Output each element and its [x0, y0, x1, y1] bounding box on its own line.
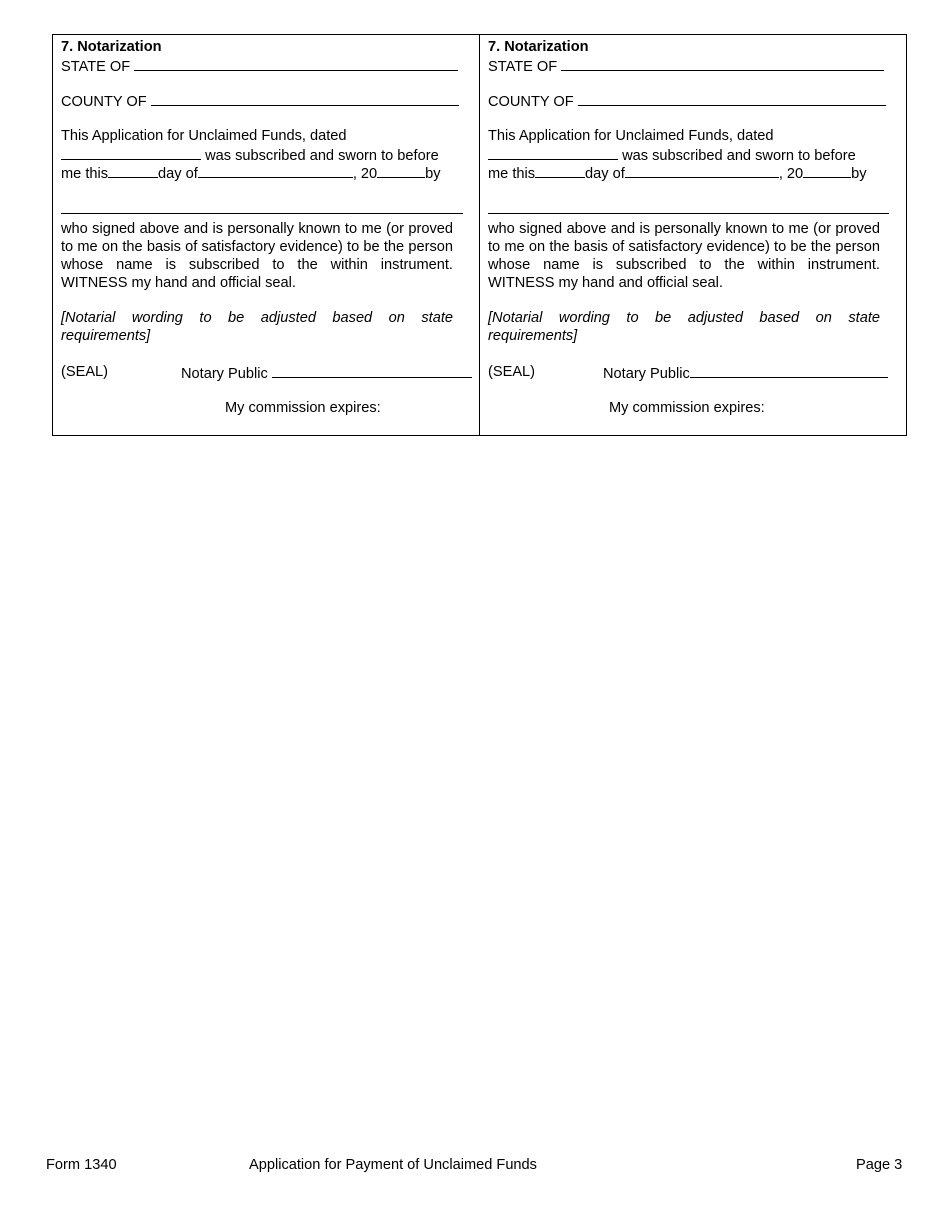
state-field[interactable] — [134, 56, 458, 71]
notary-block-right — [488, 35, 893, 435]
section-title: 7. Notarization — [61, 39, 162, 55]
witness-text: who signed above and is personally known to me (or proved to me on the basis of satisfactory evidence) to be the person whose name is subscribed to the within instrument. WITNESS my hand and official seal. — [488, 221, 880, 291]
sworn-text: was subscribed and sworn to before — [205, 148, 439, 164]
notary-signature-field[interactable] — [272, 363, 472, 378]
column-divider — [479, 35, 480, 435]
county-field[interactable] — [151, 91, 459, 106]
day-of-label: day of — [585, 166, 625, 182]
notary-block-left — [61, 35, 466, 435]
county-field[interactable] — [578, 91, 886, 106]
year-prefix: , 20 — [778, 166, 804, 182]
state-field[interactable] — [561, 56, 884, 71]
seal-label: (SEAL) — [61, 364, 109, 380]
day-field[interactable] — [108, 163, 158, 178]
year-prefix: , 20 — [352, 166, 378, 182]
date-field[interactable] — [488, 145, 618, 160]
signer-name-field[interactable] — [61, 199, 463, 214]
signer-name-field[interactable] — [488, 199, 889, 214]
footer-page-number: Page 3 — [856, 1157, 903, 1173]
county-label: COUNTY OF — [488, 94, 574, 110]
seal-label: (SEAL) — [488, 364, 536, 380]
by-label: by — [851, 166, 867, 182]
me-this-label: me this — [488, 166, 536, 182]
day-field[interactable] — [535, 163, 585, 178]
day-of-label: day of — [158, 166, 198, 182]
me-this-label: me this — [61, 166, 109, 182]
notarization-table — [52, 34, 907, 436]
dated-text: This Application for Unclaimed Funds, dated — [61, 128, 347, 144]
state-label: STATE OF — [61, 59, 131, 75]
notarial-note: [Notarial wording to be adjusted based on state requirements] — [61, 310, 453, 344]
by-label: by — [425, 166, 441, 182]
footer-form-number: Form 1340 — [46, 1157, 117, 1173]
notary-public-label: Notary Public — [603, 366, 690, 382]
notarial-note: [Notarial wording to be adjusted based on state requirements] — [488, 310, 880, 344]
month-field[interactable] — [198, 163, 353, 178]
state-label: STATE OF — [488, 59, 558, 75]
year-field[interactable] — [803, 163, 851, 178]
year-field[interactable] — [377, 163, 425, 178]
commission-expires-label: My commission expires: — [609, 400, 765, 416]
commission-expires-label: My commission expires: — [225, 400, 381, 416]
notary-signature-field[interactable] — [690, 363, 888, 378]
date-field[interactable] — [61, 145, 201, 160]
footer-title: Application for Payment of Unclaimed Funds — [249, 1157, 537, 1173]
section-title: 7. Notarization — [488, 39, 589, 55]
sworn-text: was subscribed and sworn to before — [622, 148, 856, 164]
month-field[interactable] — [625, 163, 779, 178]
notary-public-label: Notary Public — [181, 366, 268, 382]
witness-text: who signed above and is personally known to me (or proved to me on the basis of satisfactory evidence) to be the person whose name is subscribed to the within instrument. WITNESS my hand and official seal. — [61, 221, 453, 291]
county-label: COUNTY OF — [61, 94, 147, 110]
dated-text: This Application for Unclaimed Funds, dated — [488, 128, 774, 144]
